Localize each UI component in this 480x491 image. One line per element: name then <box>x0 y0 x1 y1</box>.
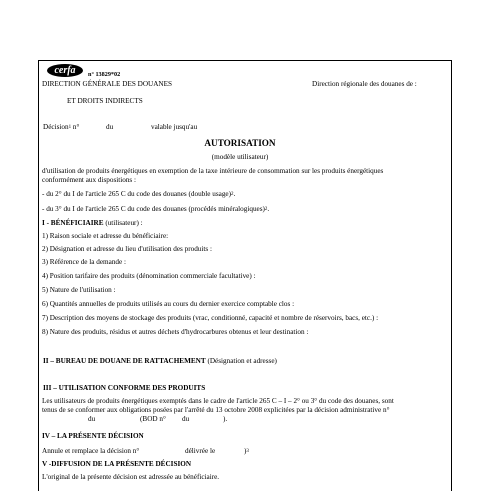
section-1-item: 3) Référence de la demande : <box>42 258 127 266</box>
option-1-footnote: 2 <box>231 192 234 197</box>
section-1-item: 6) Quantités annuelles de produits utilisés au cours du dernier exercice comptable clos : <box>42 300 295 308</box>
section-1-item: 8) Nature des produits, résidus et autres déchets d'hydrocarbures obtenus et leur destination : <box>42 328 309 336</box>
logo-text: cerfa <box>54 65 76 76</box>
option-1: - du 2° du I de l'article 265 C du code des douanes (double usage)$^2$. <box>42 190 236 198</box>
section-1-item: 1) Raison sociale et adresse du bénéficiaire: <box>42 232 169 240</box>
section-1-item: 4) Position tarifaire des produits (dénomination commerciale facultative) : <box>42 272 256 280</box>
option-2: - du 3° du I de l'article 265 C du code des douanes (procédés minéralogiques)$^2$. <box>42 205 270 213</box>
section-1-item: 5) Nature de l'utilisation : <box>42 286 116 294</box>
section-3-du-1: du <box>88 415 96 423</box>
decision-footnote: 1 <box>68 125 72 130</box>
section-3-close: ). <box>223 415 228 423</box>
section-2-suffix: (Désignation et adresse) <box>205 357 277 365</box>
section-4-footnote: 3 <box>246 449 249 454</box>
section-2-heading <box>43 357 447 366</box>
section-5-heading: V -DIFFUSION DE LA PRÉSENTE DÉCISION <box>42 460 192 468</box>
section-2-title: II – BUREAU DE DOUANE DE RATTACHEMENT <box>43 357 206 365</box>
section-3-bod: (BOD n° <box>140 415 166 423</box>
section-1-item: 7) Description des moyens de stockage des produits (vrac, conditionné, capacité et nombre de réservoirs, bacs, etc.) : <box>42 314 379 322</box>
authority-line-2: ET DROITS INDIRECTS <box>67 97 143 105</box>
option-2-footnote: 2 <box>264 207 268 212</box>
authority-line-1: DIRECTION GÉNÉRALE DES DOUANES <box>42 80 172 88</box>
intro-text <box>42 167 446 185</box>
regional-direction: Direction régionale des douanes de : <box>312 80 417 88</box>
section-4-heading: IV – LA PRÉSENTE DÉCISION <box>42 432 144 440</box>
intro-line-1: d'utilisation de produits énergétiques en exemption de la taxe intérieure de consommation sur les produits énergétiques <box>42 167 384 175</box>
document-subtitle: (modèle utilisateur) <box>211 153 269 161</box>
decision-validity-label: valable jusqu'au <box>151 123 198 131</box>
section-4-issued: délivrée le <box>185 447 216 455</box>
section-1-title: I - BÉNÉFICIAIRE <box>42 219 104 227</box>
option-1-text: - du 2° du I de l'article 265 C du code des douanes (double usage) <box>42 190 231 198</box>
section-4-line: Annule et remplace la décision n° <box>42 447 140 455</box>
section-3-heading: III – UTILISATION CONFORME DES PRODUITS <box>43 384 206 392</box>
intro-line-2: conformément aux dispositions : <box>42 176 137 184</box>
section-4-paren: ) <box>244 447 247 455</box>
section-1-heading <box>42 219 446 228</box>
decision-label: Décision <box>43 123 69 131</box>
cerfa-logo <box>47 64 83 77</box>
section-3-line-2: tenus de se conformer aux obligations posées par l'arrêté du 13 octobre 2008 explicitées par la décision administrative n° <box>42 406 390 414</box>
option-2-text: - du 3° du I de l'article 265 C du code des douanes (procédés minéralogiques) <box>42 205 265 213</box>
section-3-du-2: du <box>182 415 190 423</box>
section-1-suffix: (utilisateur) : <box>103 219 143 227</box>
decision-date-label: du <box>106 123 114 131</box>
section-5-line-1: L'original de la présente décision est adressée au bénéficiaire. <box>42 473 220 481</box>
section-4-close <box>244 447 249 456</box>
document-title: AUTORISATION <box>204 138 276 148</box>
decision-number-label: n° <box>72 123 80 131</box>
form-number: n° 13829*02 <box>88 71 121 78</box>
decision-line <box>43 123 79 132</box>
section-1-item: 2) Désignation et adresse du lieu d'utilisation des produits : <box>42 245 212 253</box>
section-3-line-1: Les utilisateurs de produits énergétiques exemptés dans le cadre de l'article 265 C – I – 2° ou 3° du code des douanes, sont <box>42 397 394 405</box>
